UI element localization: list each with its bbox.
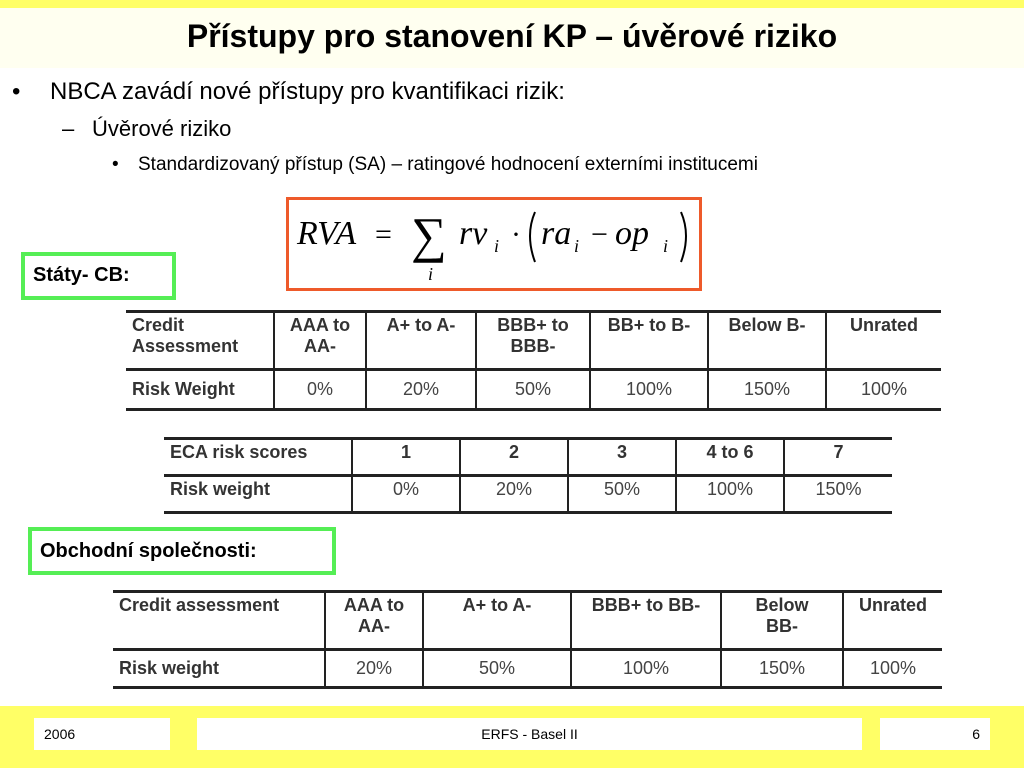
bullet-level-2 xyxy=(62,116,231,142)
formula-sub-rv: i xyxy=(494,236,500,256)
table-header-cell: 4 to 6 xyxy=(676,439,784,476)
right-paren-icon xyxy=(681,212,686,262)
bullet-dot-icon: • xyxy=(12,78,21,105)
label-companies: Obchodní společnosti: xyxy=(28,527,336,575)
table-header-cell: Below BB- xyxy=(721,592,843,650)
table-header-cell: 7 xyxy=(784,439,892,476)
sovereign-risk-table xyxy=(126,310,941,411)
row-label: Risk weight xyxy=(164,476,352,513)
row-label: Risk weight xyxy=(113,650,325,688)
table-header-cell: BBB+ to BBB- xyxy=(476,312,590,370)
table-header-cell: ECA risk scores xyxy=(164,439,352,476)
table-cell: 150% xyxy=(784,476,892,513)
left-paren-icon xyxy=(530,212,535,262)
bullet-level-3 xyxy=(112,154,758,176)
table-cell: 20% xyxy=(325,650,423,688)
formula-lhs: RVA xyxy=(297,215,357,252)
table-cell: 20% xyxy=(366,370,476,410)
row-label: Risk Weight xyxy=(126,370,274,410)
table-cell: 50% xyxy=(568,476,676,513)
footer-page-number: 6 xyxy=(880,718,990,750)
formula-rv: rv xyxy=(459,215,488,252)
bullet-dot-icon: • xyxy=(112,154,119,175)
formula-equals: = xyxy=(375,218,392,251)
bullet-text: Standardizovaný přístup (SA) – ratingové hodnocení externími institucemi xyxy=(138,154,758,175)
bullet-text: NBCA zavádí nové přístupy pro kvantifikaci rizik: xyxy=(50,78,565,105)
table-header-cell: A+ to A- xyxy=(366,312,476,370)
table-row xyxy=(126,370,941,410)
sum-icon: ∑ xyxy=(411,207,447,263)
table-cell: 150% xyxy=(721,650,843,688)
table-row xyxy=(113,650,942,688)
table-cell: 100% xyxy=(826,370,941,410)
table-header-cell: AAA to AA- xyxy=(325,592,423,650)
bullet-text: Úvěrové riziko xyxy=(92,116,232,141)
slide-title: Přístupy pro stanovení KP – úvěrové riziko xyxy=(186,18,838,54)
table-header-cell: Credit assessment xyxy=(113,592,325,650)
table-header-row xyxy=(126,312,941,370)
table-cell: 150% xyxy=(708,370,826,410)
label-states-cb: Státy- CB: xyxy=(21,252,176,300)
rva-formula xyxy=(286,197,702,291)
bullet-level-1 xyxy=(12,78,565,106)
table-header-cell: BB+ to B- xyxy=(590,312,708,370)
table-cell: 0% xyxy=(352,476,460,513)
table-cell: 100% xyxy=(590,370,708,410)
top-accent-bar xyxy=(0,0,1024,8)
table-header-row xyxy=(113,592,942,650)
eca-risk-table xyxy=(164,437,892,514)
table-header-cell: 2 xyxy=(460,439,568,476)
table-cell: 100% xyxy=(676,476,784,513)
table-header-cell: Credit Assessment xyxy=(126,312,274,370)
footer-date: 2006 xyxy=(34,718,170,750)
table-header-cell: BBB+ to BB- xyxy=(571,592,721,650)
formula-dot: · xyxy=(511,218,521,251)
table-cell: 50% xyxy=(423,650,571,688)
table-row xyxy=(164,476,892,513)
table-cell: 50% xyxy=(476,370,590,410)
table-cell: 0% xyxy=(274,370,366,410)
table-header-cell: 1 xyxy=(352,439,460,476)
formula-minus: − xyxy=(591,218,608,251)
corporate-risk-table xyxy=(113,590,942,689)
table-header-cell: Unrated xyxy=(843,592,942,650)
formula-op: op xyxy=(615,215,649,252)
table-cell: 100% xyxy=(843,650,942,688)
table-cell: 20% xyxy=(460,476,568,513)
sum-index: i xyxy=(428,264,434,284)
formula-ra: ra xyxy=(541,215,572,252)
table-header-cell: Unrated xyxy=(826,312,941,370)
table-header-row xyxy=(164,439,892,476)
bullet-dash-icon: – xyxy=(62,116,75,141)
formula-graphic xyxy=(289,200,699,288)
table-header-cell: Below B- xyxy=(708,312,826,370)
formula-sub-op: i xyxy=(663,236,669,256)
table-cell: 100% xyxy=(571,650,721,688)
footer-title: ERFS - Basel II xyxy=(197,718,862,750)
table-header-cell: AAA to AA- xyxy=(274,312,366,370)
table-header-cell: A+ to A- xyxy=(423,592,571,650)
table-header-cell: 3 xyxy=(568,439,676,476)
formula-sub-ra: i xyxy=(574,236,580,256)
